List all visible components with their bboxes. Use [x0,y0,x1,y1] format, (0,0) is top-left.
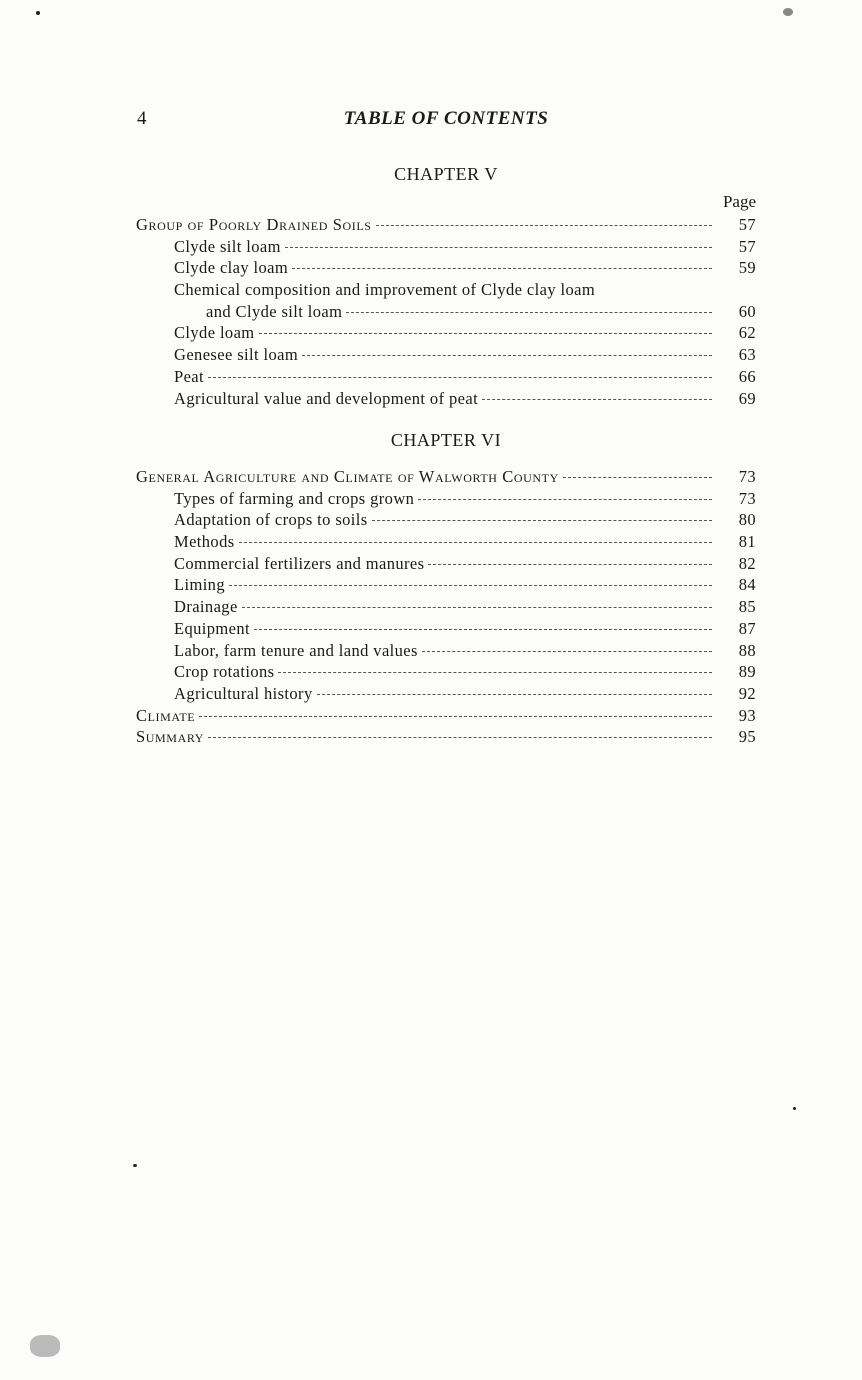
toc-entry-page: 81 [738,532,756,552]
dot-leader [292,268,712,269]
toc-entry-label: Agricultural history [174,683,313,703]
toc-entry [136,726,756,748]
chapter-vi-heading: CHAPTER VI [390,430,502,450]
dot-leader [229,585,712,586]
dot-leader [428,564,712,565]
toc-entry-label: Clyde silt loam [174,236,281,256]
toc-entry-label: and Clyde silt loam [206,301,343,321]
toc-entry [136,366,756,388]
dot-leader [563,477,712,478]
dot-leader [285,247,712,248]
toc-entry [136,596,756,618]
dot-leader [422,651,712,652]
dot-leader [259,333,712,334]
toc-entry-page: 62 [738,323,756,343]
toc-entry-label: Labor, farm tenure and land values [174,640,418,660]
scan-speck [793,1107,796,1110]
toc-entry-page: 85 [738,597,756,617]
dot-leader [302,355,712,356]
dot-leader [346,312,712,313]
toc-entry [136,705,756,727]
toc-entry [136,257,756,279]
toc-entry-label: Commercial fertilizers and manures [174,553,425,573]
toc-entry-label: Equipment [174,618,251,638]
toc-entry-page: 69 [738,388,756,408]
toc-entry-page: 73 [738,467,756,486]
toc-entry [136,640,756,662]
scan-speck [30,1335,60,1357]
toc-entry [136,322,756,344]
dot-leader [372,520,712,521]
toc-entry-page: 63 [738,345,756,365]
dot-leader [208,377,712,378]
toc-entry [136,531,756,553]
chapter-vi-contents [136,466,756,748]
toc-entry-page: 80 [738,510,756,530]
toc-entry-line1 [136,279,756,301]
toc-entry-label: Summary [136,727,205,747]
toc-entry-page: 88 [738,640,756,660]
toc-entry-label: Liming [174,575,225,595]
toc-entry-label: Agricultural value and development of peat [174,388,479,408]
toc-entry-page: 92 [738,683,756,703]
toc-entry-page: 84 [738,575,756,595]
toc-entry-page: 57 [738,236,756,256]
toc-entry-label: Genesee silt loam [174,345,299,365]
running-title: TABLE OF CONTENTS [343,108,549,129]
page-number: 4 [137,108,147,129]
toc-entry-page: 89 [738,662,756,682]
toc-entry-page: 73 [738,488,756,508]
toc-entry-label: Crop rotations [174,662,275,682]
scan-speck [133,1164,137,1167]
toc-entry-label: Clyde loam [174,323,255,343]
dot-leader [242,607,712,608]
toc-entry-label: Types of farming and crops grown [174,488,415,508]
toc-entry [136,683,756,705]
page-header [136,108,756,134]
dot-leader [418,499,712,500]
dot-leader [278,672,712,673]
toc-entry [136,488,756,510]
toc-entry-label: Group of Poorly Drained Soils [136,215,372,234]
dot-leader [199,716,712,717]
toc-entry-label: Chemical composition and improvement of Clyde clay loam [174,280,596,300]
toc-entry-label: General Agriculture and Climate of Walworth County [136,467,559,486]
toc-entry-page: 60 [738,301,756,321]
toc-entry-page: 66 [738,366,756,386]
toc-entry [136,574,756,596]
dot-leader [317,694,712,695]
dot-leader [376,225,712,226]
toc-entry [136,466,756,488]
scan-speck [783,8,793,16]
toc-entry-label: Adaptation of crops to soils [174,510,368,530]
toc-entry-label: Drainage [174,597,238,617]
chapter-v-contents [136,214,756,409]
toc-entry-label: Clyde clay loam [174,258,289,278]
dot-leader [254,629,712,630]
toc-entry-label: Peat [174,366,205,386]
toc-entry-label: Climate [136,705,196,725]
toc-entry-line2 [136,301,756,323]
toc-entry [136,214,756,236]
page-column-label: Page [722,192,756,211]
toc-entry [136,618,756,640]
toc-entry-page: 87 [738,618,756,638]
toc-entry [136,661,756,683]
chapter-v-heading: CHAPTER V [394,164,498,184]
dot-leader [208,737,712,738]
dot-leader [239,542,712,543]
toc-entry [136,344,756,366]
toc-entry-page: 93 [738,705,756,725]
toc-entry [136,553,756,575]
toc-entry-label: Methods [174,532,235,552]
dot-leader [482,399,712,400]
toc-entry-page: 59 [738,258,756,278]
toc-entry-page: 95 [738,727,756,747]
toc-entry [136,236,756,258]
toc-entry [136,388,756,410]
toc-entry-page: 82 [738,553,756,573]
toc-entry-page: 57 [738,215,756,234]
toc-entry [136,509,756,531]
scan-speck [36,11,40,15]
